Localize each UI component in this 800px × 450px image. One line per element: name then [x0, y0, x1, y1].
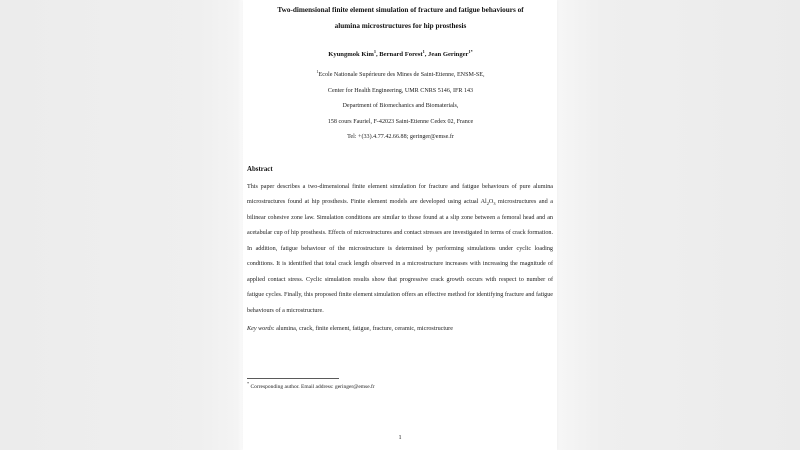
paper-title: [245, 2, 556, 34]
keywords-separator: :: [272, 326, 277, 333]
document-page: [243, 0, 557, 450]
author-separator-2: ,: [424, 51, 429, 58]
footnote: [247, 382, 547, 392]
keywords-line: [247, 322, 553, 338]
author-affiliation-marker-3: 1: [468, 48, 471, 54]
title-line-1: Two-dimensional finite element simulation of fracture and fatigue behaviours of: [277, 6, 524, 14]
keywords-terms: alumina, crack, finite element, fatigue, fracture, ceramic, microstructure: [276, 326, 453, 333]
affiliation-block: [245, 68, 556, 146]
author-affiliation-marker-1: 1: [373, 48, 376, 54]
affiliation-line-4: 158 cours Fauriel, F-42023 Saint-Etienne Cedex 02, France: [327, 118, 474, 125]
abstract-heading: Abstract: [247, 165, 273, 173]
author-separator-1: ,: [375, 51, 380, 58]
affiliation-line-2: Center for Health Engineering, UMR CNRS 5146, IFR 143: [327, 87, 474, 94]
affiliation-line-1: [245, 68, 556, 84]
alumina-subscript-3: 3: [493, 201, 496, 207]
alumina-subscript-2: 2: [486, 201, 489, 207]
author-name-1: Kyungmok Kim: [328, 51, 374, 58]
corresponding-author-marker: *: [470, 48, 473, 54]
footnote-text: Corresponding author. Email address: geringer@emse.fr: [250, 384, 375, 390]
title-line-2: alumina microstructures for hip prosthesis: [334, 22, 467, 30]
abstract-text-part-1: This paper describes a two-dimensional finite element simulation for fracture and fatigue behaviours of pure alumina microstructures found at hip prosthesis. Finite element models are developed using actual Al: [247, 183, 553, 206]
affiliation-line-3: Department of Biomechanics and Biomaterials,: [342, 103, 459, 110]
author-affiliation-marker-2: 1: [422, 48, 425, 54]
alumina-oxygen-symbol: O: [488, 199, 494, 206]
author-name-2: Bernard Forest: [379, 51, 423, 58]
page-number: 1: [398, 434, 402, 441]
author-name-3: Jean Geringer: [428, 51, 469, 58]
affiliation-line-1-text: Ecole Nationale Supérieure des Mines de Saint-Etienne, ENSM-SE,: [318, 72, 485, 78]
keywords-label: Key words: [247, 326, 273, 333]
abstract-body: [247, 180, 553, 320]
page-inner: [243, 0, 557, 450]
footnote-marker: *: [247, 381, 250, 387]
page-content: [245, 0, 556, 338]
footnote-separator-rule: [247, 378, 339, 379]
affiliation-marker: 1: [316, 68, 319, 74]
affiliation-contact-line: Tel: +(33).4.77.42.66.88; geringer@emse.fr: [347, 134, 454, 141]
author-list: [245, 50, 556, 60]
abstract-text-part-2: microstructures and a bilinear cohesive zone law. Simulation conditions are similar to those found at a slip zone between a femoral head and an acetabular cup of hip prosthesis. Effects of microstructures and contact stresses are investigated in terms of crack formation. In addition, fatigue behaviour of the microstructure is determined by performing simulations under cyclic loading conditions. It is identified that total crack length observed in a microstructure increases with increasing the magnitude of applied contact stress. Cyclic simulation results show that progressive crack growth occurs with respect to number of fatigue cycles. Finally, this proposed finite element simulation offers an effective method for identifying fracture and fatigue behaviours of a microstructure.: [247, 199, 553, 314]
